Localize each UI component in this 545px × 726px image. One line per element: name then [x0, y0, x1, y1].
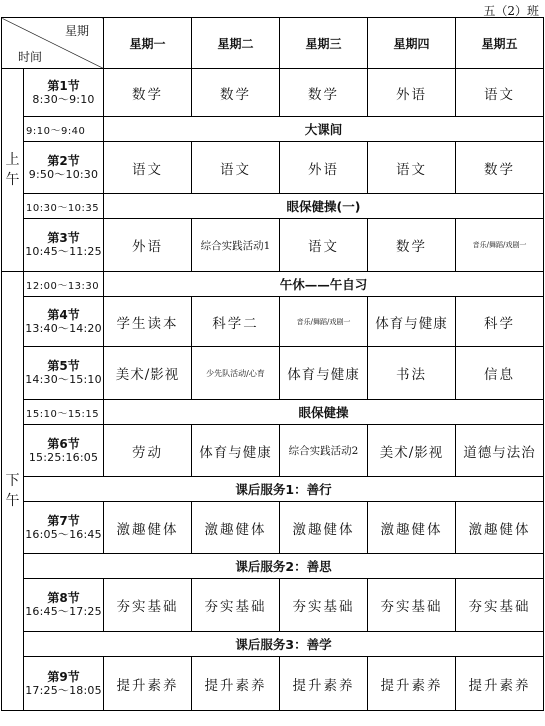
day-header-thu: 星期四 [368, 18, 456, 69]
subject-cell: 提升素养 [192, 657, 280, 711]
period-time: 13:40～14:20 [25, 321, 102, 335]
subject-cell: 夯实基础 [280, 579, 368, 632]
day-header-fri: 星期五 [456, 18, 544, 69]
subject-cell: 语文 [280, 219, 368, 272]
period-name: 第7节 [47, 513, 80, 528]
period-cell [24, 142, 104, 194]
subject-cell: 体育与健康 [280, 347, 368, 400]
subject-cell: 数学 [280, 69, 368, 117]
period-row-6 [2, 425, 544, 477]
subject-cell: 激趣健体 [280, 502, 368, 554]
period-cell [24, 579, 104, 632]
subject-cell: 外语 [368, 69, 456, 117]
break-row [2, 400, 544, 425]
subject-cell: 学生读本 [104, 297, 192, 347]
subject-cell: 美术/影视 [368, 425, 456, 477]
period-time: 16:45～17:25 [25, 605, 102, 618]
subject-cell: 美术/影视 [104, 347, 192, 400]
subject-cell: 外语 [104, 219, 192, 272]
break-label: 大课间 [104, 117, 544, 142]
subject-cell: 体育与健康 [192, 425, 280, 477]
service-label: 课后服务2：善思 [24, 554, 544, 579]
break-label: 眼保健操(一) [104, 194, 544, 219]
subject-cell: 道德与法治 [456, 425, 544, 477]
header-row [2, 18, 544, 69]
subject-cell: 夯实基础 [456, 579, 544, 632]
period-cell [24, 297, 104, 347]
period-row-4 [2, 297, 544, 347]
period-time: 10:45～11:25 [25, 245, 102, 258]
break-label: 眼保健操 [104, 400, 544, 425]
subject-cell: 提升素养 [368, 657, 456, 711]
period-name: 第3节 [47, 231, 80, 245]
subject-cell: 书法 [368, 347, 456, 400]
service-row [2, 477, 544, 502]
class-label: 五（2）班 [483, 4, 539, 18]
subject-cell: 科学 [456, 297, 544, 347]
period-cell [24, 69, 104, 117]
break-time: 9:10～9:40 [24, 117, 104, 142]
subject-cell: 提升素养 [104, 657, 192, 711]
corner-header [2, 18, 104, 69]
service-row [2, 554, 544, 579]
period-cell [24, 502, 104, 554]
period-name: 第6节 [47, 436, 80, 451]
day-header-tue: 星期二 [192, 18, 280, 69]
subject-cell: 语文 [192, 142, 280, 194]
subject-cell: 数学 [104, 69, 192, 117]
break-time: 10:30～10:35 [24, 194, 104, 219]
subject-cell: 劳动 [104, 425, 192, 477]
subject-cell: 语文 [456, 69, 544, 117]
break-row [2, 194, 544, 219]
subject-cell: 夯实基础 [192, 579, 280, 632]
subject-cell: 音乐/舞蹈/戏剧一 [456, 219, 544, 272]
day-header-wed: 星期三 [280, 18, 368, 69]
period-row-7 [2, 502, 544, 554]
subject-cell: 语文 [104, 142, 192, 194]
service-label: 课后服务3：善学 [24, 632, 544, 657]
period-time: 14:30～15:10 [25, 373, 102, 386]
subject-cell: 外语 [280, 142, 368, 194]
period-row-1 [2, 69, 544, 117]
period-time: 17:25～18:05 [25, 683, 102, 697]
period-name: 第5节 [47, 359, 80, 373]
service-label: 课后服务1：善行 [24, 477, 544, 502]
afternoon-label: 下 午 [2, 272, 24, 711]
period-row-5 [2, 347, 544, 400]
period-row-9 [2, 657, 544, 711]
subject-cell: 激趣健体 [104, 502, 192, 554]
period-time: 16:05～16:45 [25, 527, 102, 541]
period-name: 第1节 [47, 78, 80, 93]
morning-label: 上 午 [2, 69, 24, 272]
day-header-mon: 星期一 [104, 18, 192, 69]
subject-cell: 夯实基础 [368, 579, 456, 632]
subject-cell: 激趣健体 [456, 502, 544, 554]
weekday-axis-label: 星期 [64, 24, 89, 38]
break-label: 午休——午自习 [104, 272, 544, 297]
subject-cell: 语文 [368, 142, 456, 194]
subject-cell: 提升素养 [456, 657, 544, 711]
timetable [1, 17, 544, 711]
period-row-3 [2, 219, 544, 272]
period-cell [24, 657, 104, 711]
subject-cell: 数学 [192, 69, 280, 117]
subject-cell: 综合实践活动2 [280, 425, 368, 477]
period-name: 第4节 [47, 307, 80, 322]
break-row [2, 117, 544, 142]
break-time: 15:10～15:15 [24, 400, 104, 425]
subject-cell: 体育与健康 [368, 297, 456, 347]
subject-cell: 综合实践活动1 [192, 219, 280, 272]
period-cell [24, 425, 104, 477]
period-name: 第8节 [47, 591, 80, 605]
lunch-row [2, 272, 544, 297]
subject-cell: 激趣健体 [368, 502, 456, 554]
subject-cell: 少先队活动/心育 [192, 347, 280, 400]
period-cell [24, 347, 104, 400]
period-name: 第2节 [47, 153, 80, 168]
period-name: 第9节 [47, 669, 80, 684]
period-time: 15:25:16:05 [28, 450, 99, 464]
subject-cell: 科学二 [192, 297, 280, 347]
period-cell [24, 219, 104, 272]
subject-cell: 信息 [456, 347, 544, 400]
subject-cell: 激趣健体 [192, 502, 280, 554]
subject-cell: 数学 [368, 219, 456, 272]
period-row-8 [2, 579, 544, 632]
subject-cell: 夯实基础 [104, 579, 192, 632]
period-time: 9:50～10:30 [28, 167, 99, 181]
period-time: 8:30～9:10 [32, 92, 95, 106]
subject-cell: 数学 [456, 142, 544, 194]
service-row [2, 632, 544, 657]
time-axis-label: 时间 [18, 50, 43, 64]
subject-cell: 提升素养 [280, 657, 368, 711]
break-time: 12:00～13:30 [24, 272, 104, 297]
period-row-2 [2, 142, 544, 194]
subject-cell: 音乐/舞蹈/戏剧一 [280, 297, 368, 347]
